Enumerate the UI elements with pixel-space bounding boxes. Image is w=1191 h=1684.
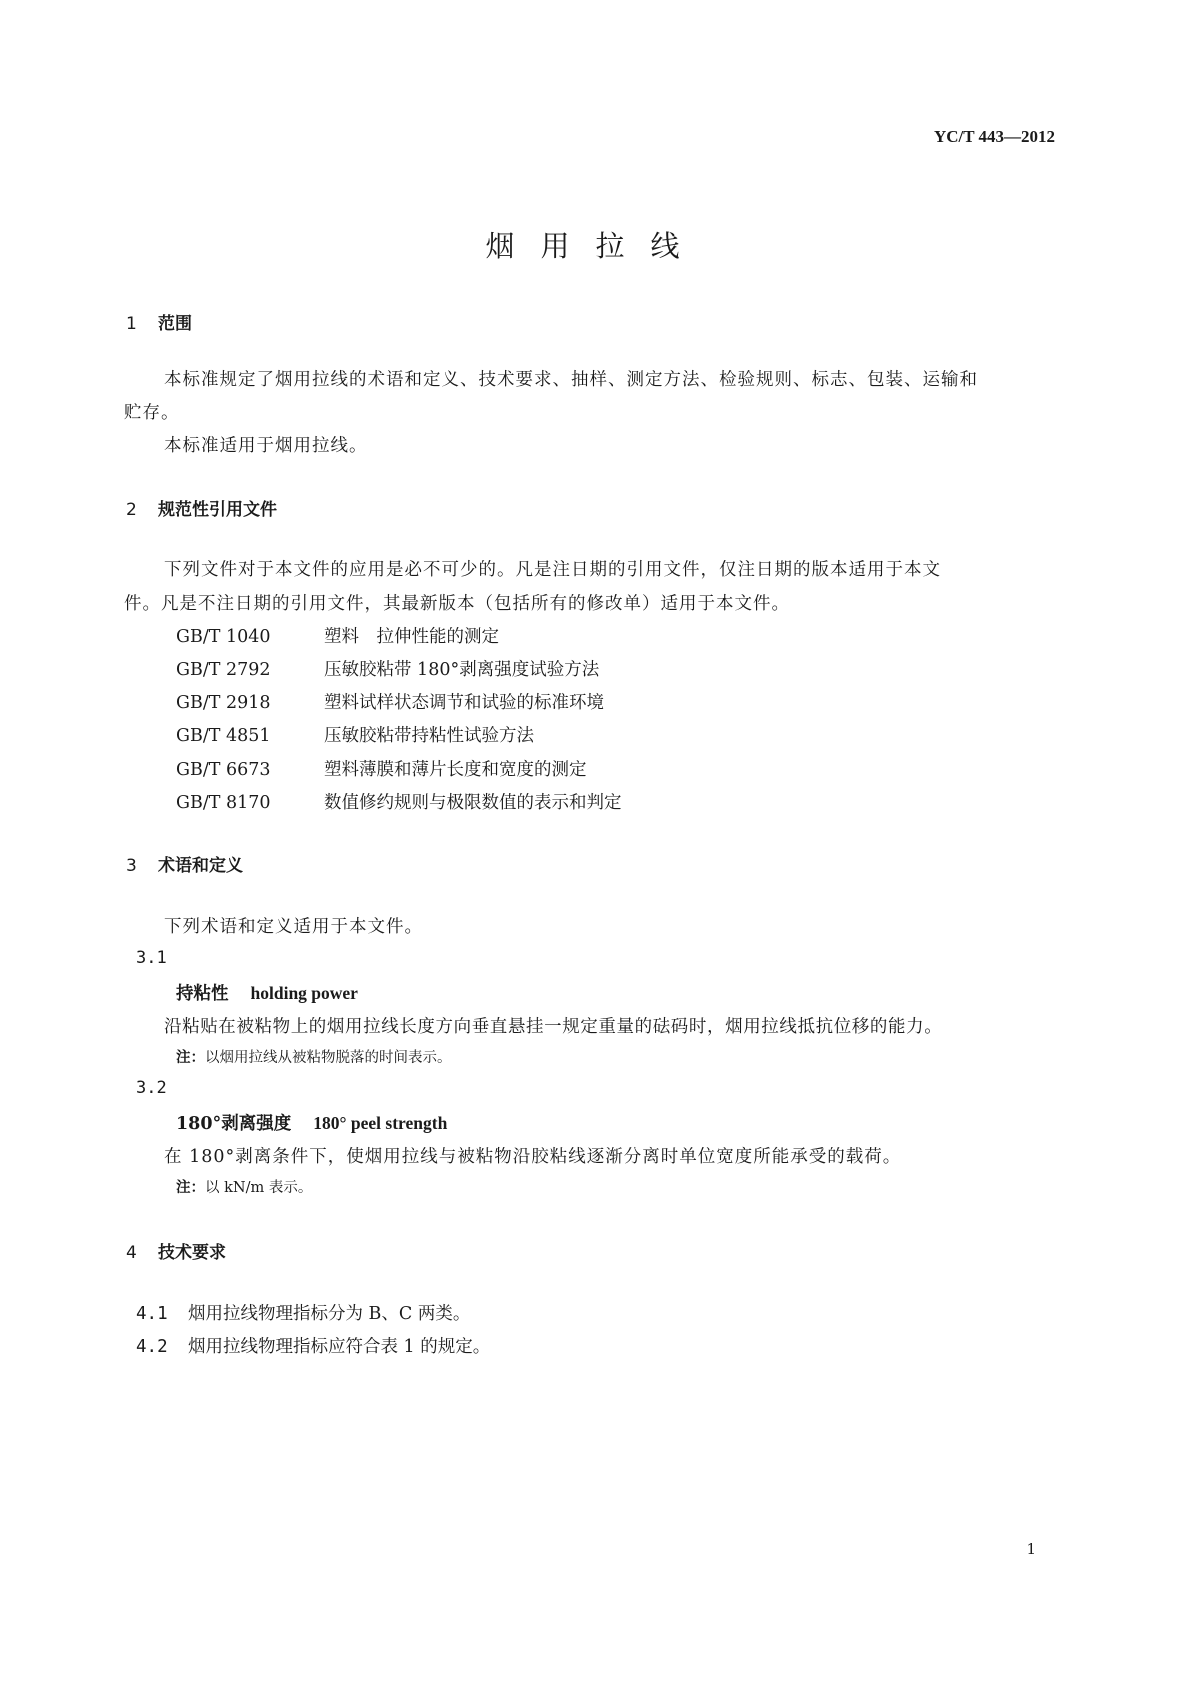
reference-code: GB/T 1040 — [176, 627, 271, 647]
reference-item — [176, 656, 599, 681]
term-heading — [176, 980, 358, 1005]
section-title: 规范性引用文件 — [158, 500, 277, 520]
reference-item — [176, 623, 499, 648]
note-text: 以烟用拉线从被粘物脱落的时间表示。 — [205, 1050, 452, 1066]
requirement-item — [136, 1300, 470, 1325]
section-2-heading — [126, 495, 277, 520]
term-note — [176, 1046, 452, 1067]
requirement-item — [136, 1333, 490, 1358]
terms-intro: 下列术语和定义适用于本文件。 — [164, 917, 423, 937]
section-number: 3 — [126, 856, 137, 876]
reference-title: 塑料 拉伸性能的测定 — [324, 627, 499, 647]
document-title: 烟用拉线 — [485, 229, 706, 263]
references-intro-line-1: 下列文件对于本文件的应用是必不可少的。凡是注日期的引用文件，仅注日期的版本适用于本文 — [164, 560, 941, 580]
reference-item — [176, 689, 604, 714]
reference-code: GB/T 8170 — [176, 793, 271, 813]
scope-paragraph-line-1: 本标准规定了烟用拉线的术语和定义、技术要求、抽样、测定方法、检验规则、标志、包装、运输和 — [164, 370, 978, 390]
reference-title: 压敏胶粘带持粘性试验方法 — [324, 726, 534, 746]
scope-applicability: 本标准适用于烟用拉线。 — [164, 436, 368, 456]
clause-number: 3.1 — [136, 948, 167, 968]
scope-paragraph-line-2: 贮存。 — [124, 403, 180, 423]
term-definition: 沿粘贴在被粘物上的烟用拉线长度方向垂直悬挂一规定重量的砝码时，烟用拉线抵抗位移的能力。 — [164, 1017, 943, 1037]
term-definition: 在 180°剥离条件下，使烟用拉线与被粘物沿胶粘线逐渐分离时单位宽度所能承受的载荷。 — [164, 1147, 902, 1167]
section-number: 1 — [126, 314, 137, 334]
note-label: 注： — [176, 1050, 205, 1066]
references-intro-line-2: 件。凡是不注日期的引用文件，其最新版本（包括所有的修改单）适用于本文件。 — [124, 594, 790, 614]
page-number: 1 — [1026, 1540, 1036, 1558]
note-text: 以 kN/m 表示。 — [205, 1180, 313, 1196]
note-label: 注： — [176, 1180, 205, 1196]
section-3-heading — [126, 851, 243, 876]
term-chinese: 持粘性 — [176, 984, 229, 1004]
standard-code: YC/T 443—2012 — [933, 127, 1055, 146]
reference-code: GB/T 2792 — [176, 660, 271, 680]
reference-item — [176, 722, 534, 747]
section-title: 术语和定义 — [158, 856, 243, 876]
term-english: 180° peel strength — [313, 1113, 448, 1133]
reference-code: GB/T 4851 — [176, 726, 271, 746]
term-english: holding power — [250, 983, 358, 1003]
term-chinese: 180°剥离强度 — [176, 1114, 292, 1134]
requirement-number: 4.2 — [136, 1337, 168, 1357]
reference-item — [176, 756, 587, 781]
section-number: 2 — [126, 500, 137, 520]
reference-code: GB/T 6673 — [176, 760, 271, 780]
section-1-heading — [126, 309, 192, 334]
requirement-number: 4.1 — [136, 1304, 168, 1324]
reference-item — [176, 789, 622, 814]
reference-title: 塑料试样状态调节和试验的标准环境 — [324, 693, 604, 713]
section-title: 技术要求 — [158, 1243, 226, 1263]
requirement-text: 烟用拉线物理指标分为 B、C 两类。 — [188, 1304, 471, 1324]
section-title: 范围 — [158, 314, 192, 334]
reference-title: 压敏胶粘带 180°剥离强度试验方法 — [324, 660, 600, 680]
term-note — [176, 1176, 312, 1197]
section-number: 4 — [126, 1243, 137, 1263]
reference-code: GB/T 2918 — [176, 693, 271, 713]
reference-title: 数值修约规则与极限数值的表示和判定 — [324, 793, 622, 813]
term-heading — [176, 1110, 447, 1135]
requirement-text: 烟用拉线物理指标应符合表 1 的规定。 — [188, 1337, 491, 1357]
section-4-heading — [126, 1238, 226, 1263]
clause-number: 3.2 — [136, 1078, 167, 1098]
reference-title: 塑料薄膜和薄片长度和宽度的测定 — [324, 760, 587, 780]
